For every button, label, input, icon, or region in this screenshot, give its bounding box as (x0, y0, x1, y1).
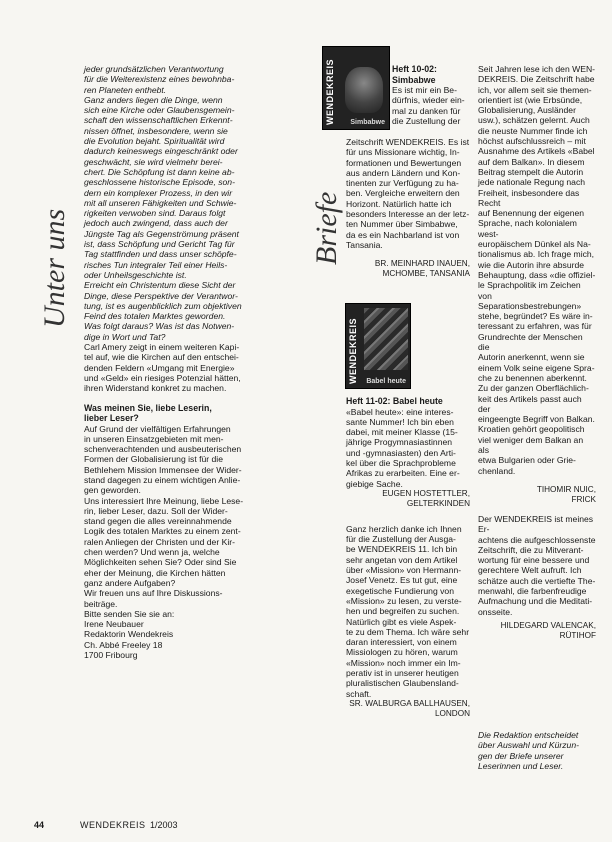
letter-1-heading-line: Simbabwe (392, 74, 436, 85)
intro-italic-line: dern ein komplexer Prozess, in den wir (84, 187, 233, 198)
reader-question-body-line: schenverachtenden und ausbeuterischen (84, 444, 242, 455)
letter-5-signature (478, 621, 596, 641)
letter-1-line: aus andern Ländern und Kon- (346, 167, 461, 178)
letter-3-text (346, 524, 470, 699)
reader-question-heading-line: lieber Leser? (84, 413, 139, 423)
intro-italic-line: mit all unseren Fähigkeiten und Schwie- (84, 197, 237, 208)
letter-2-signature-line: GELTERKINDEN (406, 498, 470, 508)
letter-3-signature (346, 699, 470, 719)
letter-1-heading (392, 64, 470, 85)
intro-italic-line: Tag stattfinden und dass unser schöpfe- (84, 249, 237, 260)
letter-1-line: ten Nummer über Simbabwe, (346, 219, 458, 230)
letter-3-line: sehr angetan von dem Artikel (346, 554, 458, 565)
intro-italic-line: risches Tun integraler Teil einer Heils- (84, 259, 228, 270)
reader-question-body-line: eher der Meinung, die Kirchen hätten (84, 567, 226, 578)
intro-italic-line: sich eine Kirche oder Glaubensgemein- (84, 105, 235, 116)
letter-2-line: dabei, mit meiner Klasse (15- (346, 427, 458, 438)
letter-4-signature-line: FRICK (571, 494, 596, 504)
letter-2-signature-line: EUGEN HOSTETTLER, (382, 488, 470, 498)
left-column (84, 64, 254, 660)
intro-plain-text (84, 342, 254, 393)
letter-4-line: Autorin anerkennt, wenn sie (478, 352, 585, 363)
letter-1-intro-line: die Zustellung der (392, 115, 461, 126)
letter-3-line: perativ ist in unserer heutigen (346, 668, 459, 679)
letter-5-line: Der WENDEKREIS ist meines Er- (478, 514, 594, 535)
letter-3-line: Ganz herzlich danke ich Ihnen (346, 523, 462, 534)
letter-3-line: be WENDEKREIS 11. Ich bin (346, 544, 458, 555)
letter-4-line: Ausnahme des Artikels «Babel (478, 146, 595, 157)
letter-2-line: «Babel heute»: eine interes- (346, 406, 454, 417)
intro-italic-line: Ganz anders liegen die Dinge, wenn (84, 94, 223, 105)
cover-babel-wordmark: WENDEKREIS (348, 317, 358, 384)
intro-italic-line: Jüngste Tag als Gegenströmung präsent (84, 228, 239, 239)
letter-4-line: Kroatien gehört geopolitisch (478, 424, 585, 435)
reader-question-body-line: Logik des totalen Marktes zu einem zent- (84, 526, 241, 537)
footer-issue: 1/2003 (150, 820, 178, 830)
letter-1-text (346, 137, 470, 250)
letter-4-line: stehe, begründet? Es wäre in- (478, 311, 593, 322)
letter-3-line: über «Mission» von Hermann- (346, 565, 462, 576)
letter-4-line: usw.), schätzen gelernt. Auch (478, 115, 590, 126)
intro-italic-line: geschlossene historische Episode, son- (84, 177, 235, 188)
intro-italic-line: die Evolution bejaht. Spiritualität wird (84, 136, 225, 147)
intro-italic-line: tung, ist es augenblicklich zum objektiven (84, 300, 242, 311)
letter-2 (346, 396, 470, 719)
letter-4-line: auf dem Balkan». In diesem (478, 156, 585, 167)
cover-simbabwe-image (322, 46, 390, 130)
letter-4-line: Zu der ganzen Oberflächlich- (478, 383, 589, 394)
letter-2-line: giebige Sache. (346, 478, 403, 489)
reader-question-body-line: Bitte senden Sie sie an: (84, 608, 175, 619)
letter-3-line: Missiologen zu hören, warum (346, 647, 458, 658)
letter-5-line: wortung für eine bessere und (478, 555, 590, 566)
letter-5-text (478, 514, 596, 617)
letter-1-line: Tansania. (346, 239, 383, 250)
letter-3-line: hen und begreifen zu suchen. (346, 606, 460, 617)
letter-4-line: Freiheit, insbesondere das Recht (478, 187, 580, 208)
letter-5-line: schätze auch die vertiefte The- (478, 575, 596, 586)
letter-1-line: da es ein Nachbarland ist von (346, 229, 460, 240)
letter-1-continued (346, 137, 470, 279)
intro-italic-line: chert. Die Schöpfung ist dann keine ab- (84, 166, 235, 177)
letter-4 (478, 64, 596, 505)
reader-question-body-line: Irene Neubauer (84, 619, 144, 630)
letter-1-intro-line: mal zu danken für (392, 105, 461, 116)
letter-5-line: Zeitschrift, die zu Mitverant- (478, 544, 584, 555)
section-title-unter-uns: Unter uns (38, 208, 71, 328)
letter-1-heading-line: Heft 10-02: (392, 64, 437, 74)
section-title-briefe: Briefe (310, 191, 343, 265)
reader-question-body-line: gen geworden. (84, 485, 141, 496)
letter-3-line: Josef Venetz. Es tut gut, eine (346, 575, 458, 586)
editor-note-line: gen der Briefe unserer (478, 750, 564, 761)
letter-4-line: ich, vor allem seit sie themen- (478, 84, 592, 95)
letter-4-line: Seit Jahren lese ich den WEN- (478, 64, 596, 74)
letter-5-line: menwahl, die farbenfreudige (478, 586, 587, 597)
intro-italic-line: jedoch auch zwingend, dass auch der (84, 218, 228, 229)
letter-4-line: Globalisierung, Ausländer (478, 105, 576, 116)
letter-4-line: von Separationsbestrebungen» (478, 290, 582, 311)
letter-1-signature (346, 259, 470, 279)
intro-italic-line: geschwächt, sie wird vielmehr berei- (84, 156, 223, 167)
intro-plain-line: tel auf, wie die Kirchen auf den entschei- (84, 352, 239, 363)
letter-5-line: gerechtere Welt aufruft. Ich (478, 565, 582, 576)
intro-italic-line: rigkeiten verwoben sind. Daraus folgt (84, 208, 226, 219)
intro-italic-line: dige in Wort und Tat? (84, 331, 166, 342)
editor-note (478, 730, 596, 771)
letter-5-line: onsseite. (478, 606, 513, 617)
editor-note-line: Leserinnen und Leser. (478, 760, 564, 771)
reader-question-heading (84, 403, 254, 424)
letter-1-signature-line: MCHOMBE, TANSANIA (382, 269, 470, 279)
letter-4-line: eingeengte Begriff von Balkan. (478, 414, 595, 425)
reader-question-body-line: beiträge. (84, 598, 118, 609)
letter-3-line: schaft. (346, 688, 372, 699)
cover-babel-image (345, 303, 411, 389)
letter-1-line: besonders Interesse an der letz- (346, 209, 470, 220)
intro-plain-line: denden Feldern «Umgang mit Energie» (84, 362, 235, 373)
letter-4-line: tionalismus ab. Ich frage mich, (478, 249, 595, 260)
letter-3-line: «Mission» zu lesen, zu verste- (346, 595, 462, 606)
letter-3-signature-line: SR. WALBURGA BALLHAUSEN, (349, 698, 470, 708)
letter-3-line: daran interessiert, von einem (346, 637, 457, 648)
intro-italic-line: Erreicht ein Christentum diese Sicht der (84, 280, 236, 291)
letter-4-line: auf Benennung der eigenen (478, 208, 585, 219)
reader-question-body-line: Redaktorin Wendekreis (84, 629, 174, 640)
cover-simbabwe-title: Simbabwe (350, 119, 385, 126)
letter-4-line: DEKREIS. Die Zeitschrift habe (478, 74, 595, 85)
letter-1-line: formationen und Bewertungen (346, 157, 462, 168)
reader-question-body-line: stand dagegen zu einem wichtigen Anlie- (84, 474, 241, 485)
reader-question-body-line: 1700 Fribourg (84, 650, 138, 661)
intro-italic-line: dadurch keineswegs eingeschränkt oder (84, 146, 238, 157)
intro-italic-line: nissen öffnet, insbesondere, wenn sie (84, 125, 228, 136)
letter-4-line: etwa Bulgarien oder Grie- (478, 455, 576, 466)
letter-3-line: Natürlich gibt es viele Aspek- (346, 616, 457, 627)
letter-4-line: Beitrag stempelt die Autorin (478, 166, 584, 177)
cover-simbabwe-wordmark: WENDEKREIS (325, 58, 335, 125)
intro-italic-text (84, 64, 254, 342)
letter-1-line: für uns Missionare wichtig, In- (346, 147, 460, 158)
letter-2-line: sante Nummer! Ich bin eben (346, 416, 454, 427)
letter-1-intro-line: Es ist mir ein Be- (392, 85, 457, 95)
intro-plain-line: ihren Widerstand konkret zu machen. (84, 383, 227, 394)
letter-4-line: orientiert ist (wie Erbsünde, (478, 94, 583, 105)
letter-5-line: achtens die aufgeschlossenste (478, 534, 596, 545)
letter-2-line: jährige Progymnasiastinnen (346, 437, 453, 448)
editor-note-line: Die Redaktion entscheidet (478, 730, 579, 740)
reader-question-body-line: Ch. Abbé Freeley 18 (84, 639, 163, 650)
letter-4-line: teressant zu erfahren, was für (478, 321, 592, 332)
letter-2-signature (346, 489, 470, 509)
letter-4-line: keit des Artikels passt auch der (478, 393, 582, 414)
letter-3-line: «Mission» noch immer ein Im- (346, 657, 461, 668)
reader-question-body-line: ganz andere Aufgaben? (84, 577, 176, 588)
letter-5-signature-line: RÜTIHOF (559, 630, 596, 640)
letter-2-text (346, 407, 470, 489)
letter-2-line: und -gymnasiasten) den Arti- (346, 447, 456, 458)
reader-question-body-line: Auf Grund der vielfältigen Erfahrungen (84, 423, 231, 434)
letter-2-heading: Heft 11-02: Babel heute (346, 396, 443, 406)
letter-4-line: chenland. (478, 465, 516, 476)
letter-3-line: für die Zustellung der Ausga- (346, 534, 456, 545)
letter-2-line: Afrikas zu erarbeiten. Eine er- (346, 468, 460, 479)
reader-question-body-line: Möglichkeiten sehen Sie? Oder sind Sie (84, 557, 237, 568)
intro-italic-line: jeder grundsätzlichen Verantwortung (84, 64, 224, 74)
letter-4-line: viel weniger dem Balkan an als (478, 434, 584, 455)
letter-5-signature-line: HILDEGARD VALENCAK, (500, 620, 596, 630)
letter-1 (392, 64, 470, 126)
reader-question-body-line: chen werden? Und wenn ja, welche (84, 547, 220, 558)
letter-1-line: tinenten zur Verfügung zu ha- (346, 178, 459, 189)
reader-question-body-line: stand gegen die alles vereinnahmende (84, 516, 232, 527)
reader-question-body (84, 424, 254, 661)
cover-babel-title: Babel heute (366, 378, 406, 385)
intro-italic-line: ist, dass Schöpfung und Gericht Tag für (84, 239, 235, 250)
letter-4-line: le Sprachpolitik im Zeichen (478, 280, 581, 291)
letter-4-line: Behauptung, dass «die offiziel- (478, 269, 596, 280)
reader-question-heading-line: Was meinen Sie, liebe Leserin, (84, 402, 212, 413)
letter-4-signature-line: TIHOMIR NUIC, (536, 484, 596, 494)
reader-question-body-line: in unseren Einsatzgebieten mit men- (84, 433, 224, 444)
letter-3-line: pluralistischen Glaubensland- (346, 678, 459, 689)
letter-4-line: che zu benennen aberkennt. (478, 372, 587, 383)
letter-4-signature (478, 485, 596, 505)
intro-italic-line: schaft den wissenschaftlichen Erkennt- (84, 115, 233, 126)
letter-5 (478, 514, 596, 641)
intro-italic-line: Feind des totalen Marktes geworden. (84, 311, 226, 322)
page-number: 44 (34, 820, 45, 830)
reader-question-body-line: Wir freuen uns auf Ihre Diskussions- (84, 588, 223, 599)
footer-magazine-name: WENDEKREIS (80, 820, 146, 830)
letter-3-signature-line: LONDON (434, 708, 470, 718)
letter-4-line: die neuste Nummer finde ich (478, 125, 588, 136)
letter-1-line: Zeitschrift WENDEKREIS. Es ist (346, 137, 470, 147)
reader-question-body-line: ralen Anliegen der Christen und der Kir- (84, 536, 235, 547)
letter-4-line: höchst aufschlussreich – mit (478, 136, 586, 147)
reader-question-body-line: Formen der Globalisierung ist für die (84, 454, 223, 465)
letter-4-line: Grundrechte der Menschen die (478, 331, 583, 353)
intro-plain-line: Carl Amery zeigt in einem weiteren Kapi- (84, 342, 240, 353)
letter-5-line: Aufmachung und die Meditati- (478, 596, 593, 607)
letter-3-line: exegetische Fundierung von (346, 585, 454, 596)
letter-4-line: wie die Autorin ihre absurde (478, 259, 585, 270)
reader-question-body-line: Uns interessiert Ihre Meinung, liebe Lese- (84, 495, 244, 506)
letter-1-signature-line: BR. MEINHARD INAUEN, (374, 259, 470, 269)
letter-1-line: ben. Vergleiche erweitern den (346, 188, 460, 199)
letter-4-line: einem Volk seine eigene Spra- (478, 362, 595, 373)
intro-italic-line: oder Unheilsgeschichte ist. (84, 269, 187, 280)
letter-1-intro-line: dürfnis, wieder ein- (392, 95, 465, 106)
intro-italic-line: ren Planeten enthebt. (84, 84, 167, 95)
intro-italic-line: Was folgt daraus? Was ist das Notwen- (84, 321, 235, 332)
reader-question-body-line: Bethlehem Mission Immensee der Wider- (84, 464, 242, 475)
intro-italic-line: Dinge, diese Perspektive der Verantwor- (84, 290, 238, 301)
intro-plain-line: und «Geld» ein riesiges Potenzial hätten, (84, 372, 241, 383)
editor-note-line: über Auswahl und Kürzun- (478, 740, 579, 751)
letter-1-line: Horizont. Natürlich hatte ich (346, 198, 452, 209)
letter-4-line: jede nationale Regung nach (478, 177, 586, 188)
letter-4-text (478, 64, 596, 476)
reader-question-body-line: rin, lieber Leser, dazu. Soll der Wider- (84, 505, 228, 516)
letter-3-line: te zu dem Thema. Ich wäre sehr (346, 626, 470, 637)
letter-1-text-intro (392, 85, 470, 126)
intro-italic-line: für die Weiterexistenz eines bewohnba- (84, 74, 235, 85)
letter-2-line: kel über die Sprachprobleme (346, 457, 456, 468)
letter-4-line: europäischem Dünkel als Na- (478, 239, 591, 250)
letter-4-line: Sprache, nach kolonialem west- (478, 218, 577, 239)
